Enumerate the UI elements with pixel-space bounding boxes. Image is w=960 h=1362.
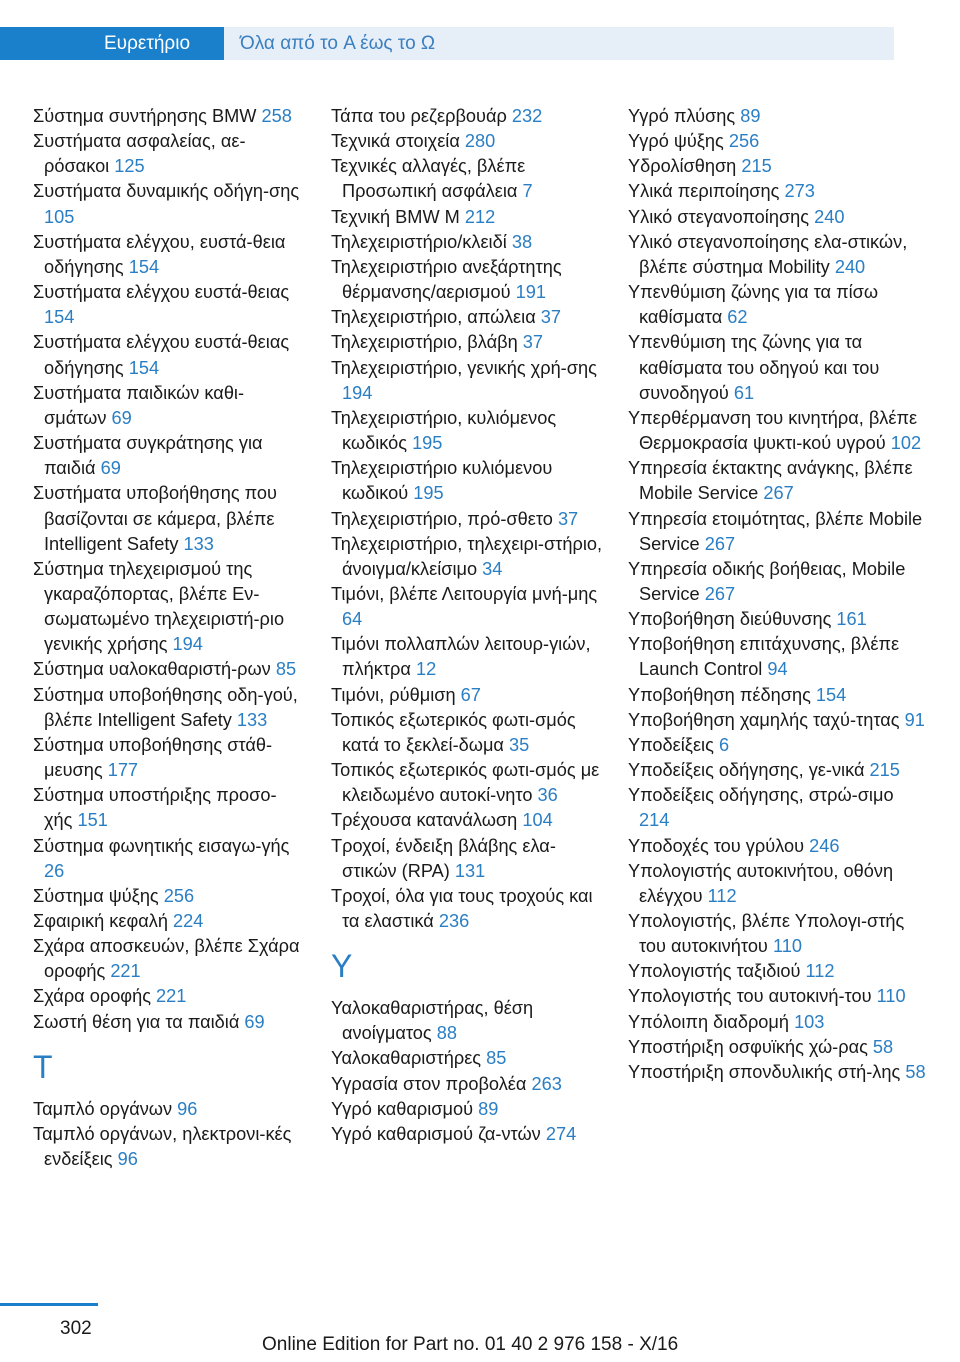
edition-footer: Online Edition for Part no. 01 40 2 976 158 - X/16 <box>262 1334 679 1355</box>
index-entry <box>628 683 928 708</box>
page-link[interactable]: 214 <box>639 810 670 831</box>
footer-rule <box>0 1303 98 1306</box>
index-entry-text: Τεχνική BMW M <box>331 206 460 227</box>
index-entry <box>628 154 928 179</box>
index-entry <box>628 632 928 682</box>
page-link[interactable]: 85 <box>486 1048 507 1069</box>
page-link[interactable]: 89 <box>740 106 761 126</box>
page-link[interactable]: 280 <box>464 131 496 152</box>
index-entry-text: Τοπικός εξωτερικός φωτι‐σμός με κλειδωμένο αυτοκί‐νητο <box>331 760 600 806</box>
index-entry <box>628 1010 928 1035</box>
index-entry <box>628 859 928 909</box>
index-entry-text: Υαλοκαθαριστήρες <box>331 1048 482 1069</box>
index-entry <box>33 330 301 380</box>
page-link[interactable]: 154 <box>44 307 75 328</box>
index-entry-text: Υπόλοιπη διαδρομή <box>628 1011 789 1032</box>
index-entry-text: Τρέχουσα κατανάλωση <box>331 810 518 831</box>
index-entry-text: Συστήματα ελέγχου ευστά‐θειας <box>33 282 290 303</box>
page-link[interactable]: 112 <box>805 961 835 982</box>
index-entry <box>628 959 928 984</box>
index-entry <box>331 582 606 632</box>
index-entry-text: Υποστήριξη οσφυϊκής χώ‐ρας <box>628 1036 868 1057</box>
index-entry <box>628 330 928 405</box>
index-entry <box>33 104 301 129</box>
index-entry <box>331 154 606 204</box>
page-link[interactable]: 91 <box>904 709 925 730</box>
index-entry-text: Υπηρεσία ετοιμότητας, βλέπε Mobile Service <box>628 508 923 554</box>
index-entry <box>331 305 606 330</box>
index-entry <box>331 683 606 708</box>
index-entry-text: Υγρό πλύσης <box>628 106 736 126</box>
page-link[interactable]: 61 <box>733 382 755 403</box>
index-entry <box>33 733 301 783</box>
page-link[interactable]: 236 <box>438 911 470 931</box>
index-entry-text: Ταμπλό οργάνων, ηλεκτρονι‐κές ενδείξεις <box>33 1123 292 1170</box>
index-entry <box>33 381 301 431</box>
index-entry <box>331 205 606 230</box>
index-entry <box>628 758 928 783</box>
index-entry <box>33 984 301 1009</box>
index-entry-text: Υποδείξεις οδήγησης, γε‐νικά <box>628 760 865 781</box>
index-entry-text: Τηλεχειριστήριο, απώλεια <box>331 307 536 328</box>
page-link[interactable]: 37 <box>557 508 579 529</box>
index-entry-text: Τροχοί, ένδειξη βλάβης ελα‐στικών (RPA) <box>331 835 556 881</box>
index-entry <box>33 557 301 658</box>
index-entry <box>331 1097 606 1122</box>
index-entry <box>33 683 301 733</box>
index-entry <box>331 808 606 833</box>
index-entry-text: Τιμόνι, ρύθμιση <box>331 684 456 705</box>
index-entry-text: Σχάρα οροφής <box>33 986 151 1007</box>
page-link[interactable]: 64 <box>342 609 363 630</box>
index-entry-text: Σύστημα τηλεχειρισμού της γκαραζόπορτας, βλέπε Εν‐σωματωμένο τηλεχειριστή‐ριο γενικής χρήσης <box>33 558 285 655</box>
page-link[interactable]: 102 <box>890 433 922 454</box>
index-entry-text: Τεχνικές αλλαγές, βλέπε Προσωπική ασφάλεια <box>331 156 526 202</box>
index-entry-text: Υποστήριξη σπονδυλικής στή‐λης <box>628 1061 901 1082</box>
page-link[interactable]: 258 <box>261 106 292 126</box>
page-link[interactable]: 267 <box>763 483 794 504</box>
index-entry-text: Σύστημα συντήρησης BMW <box>33 106 257 126</box>
page-link[interactable]: 191 <box>515 282 547 303</box>
page-link[interactable]: 133 <box>236 709 268 730</box>
index-entry-text: Τιμόνι πολλαπλών λειτουρ‐γιών, πλήκτρα <box>331 634 591 680</box>
index-entry-text: Συστήματα παιδικών καθι‐σμάτων <box>33 382 245 428</box>
index-entry <box>331 834 606 884</box>
page-link[interactable]: 195 <box>413 483 444 504</box>
index-entry <box>628 607 928 632</box>
index-entry <box>628 834 928 859</box>
index-entry-text: Υποδοχές του γρύλου <box>628 835 805 856</box>
index-entry <box>628 984 928 1009</box>
page-link[interactable]: 133 <box>183 533 214 554</box>
index-entry <box>33 481 301 556</box>
page-link[interactable]: 194 <box>172 634 203 655</box>
page-link[interactable]: 246 <box>809 835 840 856</box>
page-link[interactable]: 85 <box>275 659 297 680</box>
index-entry-text: Υαλοκαθαριστήρας, θέση ανοίγματος <box>331 998 534 1044</box>
index-entry-text: Σύστημα υποβοήθησης στάθ‐μευσης <box>33 734 273 781</box>
index-entry <box>331 996 606 1046</box>
page-link[interactable]: 105 <box>44 206 75 227</box>
tab-index[interactable]: Ευρετήριο <box>0 27 224 60</box>
index-entry <box>331 255 606 305</box>
page-link[interactable]: 177 <box>107 760 139 781</box>
index-entry <box>33 129 301 179</box>
index-entry-text: Τηλεχειριστήριο, πρό‐σθετο <box>331 508 553 529</box>
index-entry-text: Υδρολίσθηση <box>628 156 737 177</box>
index-entry-text: Υγρό καθαρισμού <box>331 1098 474 1119</box>
page-link[interactable]: 103 <box>794 1011 825 1032</box>
index-entry-text: Υγρό ψύξης <box>628 131 724 152</box>
section-letter: T <box>33 1048 53 1085</box>
index-entry-text: Τοπικός εξωτερικός φωτι‐σμός κατά το ξεκλεί‐δωμα <box>331 709 576 755</box>
page-link[interactable]: 110 <box>772 936 802 957</box>
index-entry <box>628 205 928 230</box>
page-link[interactable]: 274 <box>545 1123 577 1144</box>
index-entry <box>33 1097 301 1122</box>
page-link[interactable]: 125 <box>114 156 145 177</box>
index-entry <box>628 129 928 154</box>
index-entry-text: Υπολογιστής αυτοκινήτου, οθόνη ελέγχου <box>628 860 894 906</box>
page-link[interactable]: 154 <box>815 684 847 705</box>
index-entry-text: Συστήματα ελέγχου, ευστά‐θεια οδήγησης <box>33 231 286 277</box>
page-link[interactable]: 240 <box>834 256 866 277</box>
index-entry <box>628 230 928 280</box>
index-entry-text: Σύστημα ψύξης <box>33 885 159 906</box>
index-entry-text: Τηλεχειριστήριο ανεξάρτητης θέρμανσης/αερισμού <box>331 256 562 303</box>
index-entry <box>628 708 928 733</box>
page-link[interactable]: 34 <box>482 558 503 579</box>
index-entry <box>33 280 301 330</box>
page-link[interactable]: 88 <box>436 1023 457 1044</box>
page-link[interactable]: 96 <box>177 1098 198 1119</box>
page-link[interactable]: 194 <box>342 382 373 403</box>
index-entry <box>33 230 301 280</box>
section-letter: Y <box>331 948 353 985</box>
index-entry-text: Υπολογιστής, βλέπε Υπολογι‐στής του αυτοκινήτου <box>628 911 905 957</box>
index-entry-text: Τηλεχειριστήριο κυλιόμενου κωδικού <box>331 458 553 504</box>
index-entry-text: Υποβοήθηση διεύθυνσης <box>628 609 832 630</box>
index-entry-text: Τηλεχειριστήριο/κλειδί <box>331 231 507 252</box>
page-link[interactable]: 12 <box>415 659 437 680</box>
index-entry <box>33 179 301 229</box>
index-column-2 <box>331 104 606 1147</box>
header-tabs <box>0 27 894 60</box>
index-entry-text: Σύστημα υαλοκαθαριστή‐ρων <box>33 659 271 680</box>
index-entry <box>628 456 928 506</box>
index-entry-text: Τηλεχειριστήριο, τηλεχειρι‐στήριο, άνοιγμα/κλείσιμο <box>331 533 603 579</box>
page-link[interactable]: 36 <box>537 785 558 806</box>
index-entry-text: Συστήματα συγκράτησης για παιδιά <box>33 433 263 479</box>
index-entry <box>33 657 301 682</box>
index-entry <box>331 456 606 506</box>
index-entry <box>33 909 301 934</box>
index-entry <box>628 406 928 456</box>
index-entry-text: Σωστή θέση για τα παιδιά <box>33 1011 240 1032</box>
index-entry-text: Συστήματα δυναμικής οδήγη‐σης <box>33 181 300 202</box>
index-entry-text: Υποβοήθηση χαμηλής ταχύ‐τητας <box>628 709 900 730</box>
index-entry-text: Σύστημα υποβοήθησης οδη‐γού, βλέπε Intelligent Safety <box>33 684 298 730</box>
page-link[interactable]: 96 <box>117 1149 138 1170</box>
index-entry-text: Υγρασία στον προβολέα <box>331 1073 527 1094</box>
index-entry <box>628 557 928 607</box>
page-link[interactable]: 240 <box>814 206 845 227</box>
index-entry-text: Υπερθέρμανση του κινητήρα, βλέπε Θερμοκρασία ψυκτι‐κού υγρού <box>628 407 918 454</box>
index-entry <box>331 230 606 255</box>
index-entry-text: Υπηρεσία οδικής βοήθειας, Mobile Service <box>628 558 906 604</box>
index-entry <box>628 104 928 129</box>
index-entry <box>628 507 928 557</box>
page-link[interactable]: 38 <box>511 231 533 252</box>
page-link[interactable]: 104 <box>522 810 553 831</box>
index-entry <box>628 280 928 330</box>
page-link[interactable]: 69 <box>111 407 132 428</box>
index-entry-text: Τεχνικά στοιχεία <box>331 131 460 152</box>
page-link[interactable]: 221 <box>110 961 141 982</box>
index-entry-text: Σχάρα αποσκευών, βλέπε Σχάρα οροφής <box>33 936 300 982</box>
index-entry <box>33 834 301 884</box>
index-entry <box>33 431 301 481</box>
index-entry <box>331 758 606 808</box>
tab-a-to-omega[interactable]: Όλα από το A έως το Ω <box>224 27 894 60</box>
index-entry-text: Υπενθύμιση της ζώνης για τα καθίσματα του οδηγού και του συνοδηγού <box>628 332 880 403</box>
page-link[interactable]: 26 <box>44 860 65 881</box>
page-link[interactable]: 35 <box>509 734 530 755</box>
index-entry <box>628 179 928 204</box>
page-link[interactable]: 215 <box>869 760 900 781</box>
index-entry <box>331 507 606 532</box>
page-link[interactable]: 62 <box>727 307 748 328</box>
index-entry <box>331 1046 606 1071</box>
index-entry <box>33 1122 301 1172</box>
index-entry <box>628 909 928 959</box>
page-link[interactable]: 256 <box>163 885 195 906</box>
page-link[interactable]: 224 <box>173 911 204 931</box>
page-link[interactable]: 154 <box>128 357 160 378</box>
index-entry-text: Υποβοήθηση πέδησης <box>628 684 811 705</box>
index-column-3 <box>628 104 928 1085</box>
index-entry <box>331 406 606 456</box>
index-entry <box>33 1010 301 1035</box>
page-link[interactable]: 221 <box>156 986 187 1007</box>
index-entry-text: Συστήματα ασφαλείας, αε‐ρόσακοι <box>33 131 246 177</box>
page-link[interactable]: 273 <box>784 181 815 202</box>
index-entry <box>331 104 606 129</box>
index-entry-text: Τηλεχειριστήριο, βλάβη <box>331 332 518 353</box>
index-entry-text: Υλικό στεγανοποίησης <box>628 206 810 227</box>
page-link[interactable]: 69 <box>100 458 121 479</box>
index-entry-text: Υλικό στεγανοποίησης ελα‐στικών, βλέπε σύστημα Mobility <box>628 231 908 277</box>
index-entry-text: Υγρό καθαρισμού ζα‐ντών <box>331 1123 541 1144</box>
index-entry-text: Ταμπλό οργάνων <box>33 1098 173 1119</box>
page-link[interactable]: 215 <box>741 156 772 177</box>
page-link[interactable]: 110 <box>876 986 906 1007</box>
index-entry-text: Υπηρεσία έκτακτης ανάγκης, βλέπε Mobile Service <box>628 458 913 504</box>
page-link[interactable]: 256 <box>728 131 760 152</box>
page-link[interactable]: 7 <box>522 181 533 202</box>
page-link[interactable]: 151 <box>77 810 108 831</box>
page-link[interactable]: 154 <box>128 256 160 277</box>
index-entry-text: Τηλεχειριστήριο, κυλιόμενος κωδικός <box>331 407 557 454</box>
index-entry <box>331 330 606 355</box>
index-entry-text: Σφαιρική κεφαλή <box>33 911 168 931</box>
index-entry <box>33 783 301 833</box>
index-entry-text: Τροχοί, όλα για τους τροχούς και τα ελαστικά <box>331 885 593 931</box>
page-link[interactable]: 94 <box>767 659 788 680</box>
index-entry-text: Τηλεχειριστήριο, γενικής χρή‐σης <box>331 357 597 378</box>
page-link[interactable]: 37 <box>540 307 562 328</box>
index-entry <box>33 884 301 909</box>
index-entry-text: Υλικά περιποίησης <box>628 181 780 202</box>
page-link[interactable]: 89 <box>478 1098 499 1119</box>
page-link[interactable]: 58 <box>872 1036 894 1057</box>
index-entry-text: Συστήματα ελέγχου ευστά‐θειας οδήγησης <box>33 332 290 378</box>
index-entry <box>331 1072 606 1097</box>
index-entry <box>628 1060 928 1085</box>
index-entry-text: Συστήματα υποβοήθησης που βασίζονται σε κάμερα, βλέπε Intelligent Safety <box>33 483 277 554</box>
index-entry-text: Υπολογιστής του αυτοκινή‐του <box>628 986 872 1007</box>
page-link[interactable]: 58 <box>905 1061 926 1082</box>
page-link[interactable]: 69 <box>244 1011 265 1032</box>
page-link[interactable]: 263 <box>531 1073 562 1094</box>
index-entry <box>331 708 606 758</box>
index-entry-text: Σύστημα φωνητικής εισαγω‐γής <box>33 835 290 856</box>
index-entry <box>331 884 606 934</box>
page-link[interactable]: 6 <box>718 734 730 755</box>
page-link[interactable]: 267 <box>704 533 736 554</box>
index-entry <box>628 1035 928 1060</box>
index-entry <box>331 356 606 406</box>
index-entry <box>33 934 301 984</box>
index-entry-text: Υποδείξεις <box>628 734 714 755</box>
page-link[interactable]: 37 <box>522 332 543 353</box>
index-entry <box>331 1122 606 1147</box>
index-entry <box>331 632 606 682</box>
page-link[interactable]: 267 <box>704 583 736 604</box>
index-entry <box>628 733 928 758</box>
index-entry-text: Σύστημα υποστήριξης προσο‐χής <box>33 785 277 831</box>
index-entry-text: Τάπα του ρεζερβουάρ <box>331 106 507 126</box>
page-link[interactable]: 112 <box>707 885 737 906</box>
index-column-1 <box>33 104 301 1172</box>
page-number: 302 <box>60 1318 92 1339</box>
index-entry-text: Υποβοήθηση επιτάχυνσης, βλέπε Launch Control <box>628 634 900 680</box>
index-entry-text: Υποδείξεις οδήγησης, στρώ‐σιμο <box>628 785 894 806</box>
page-link[interactable]: 161 <box>836 609 867 630</box>
index-entry <box>628 783 928 833</box>
page-link[interactable]: 195 <box>412 433 443 454</box>
page-link[interactable]: 131 <box>454 860 486 881</box>
page-link[interactable]: 212 <box>464 206 496 227</box>
page-link[interactable]: 232 <box>511 106 543 126</box>
index-entry <box>331 129 606 154</box>
index-entry <box>331 532 606 582</box>
page-link[interactable]: 67 <box>460 684 481 705</box>
index-entry-text: Υπολογιστής ταξιδιού <box>628 961 801 982</box>
index-entry-text: Υπενθύμιση ζώνης για τα πίσω καθίσματα <box>628 282 879 328</box>
index-entry-text: Τιμόνι, βλέπε Λειτουργία μνή‐μης <box>331 583 598 604</box>
